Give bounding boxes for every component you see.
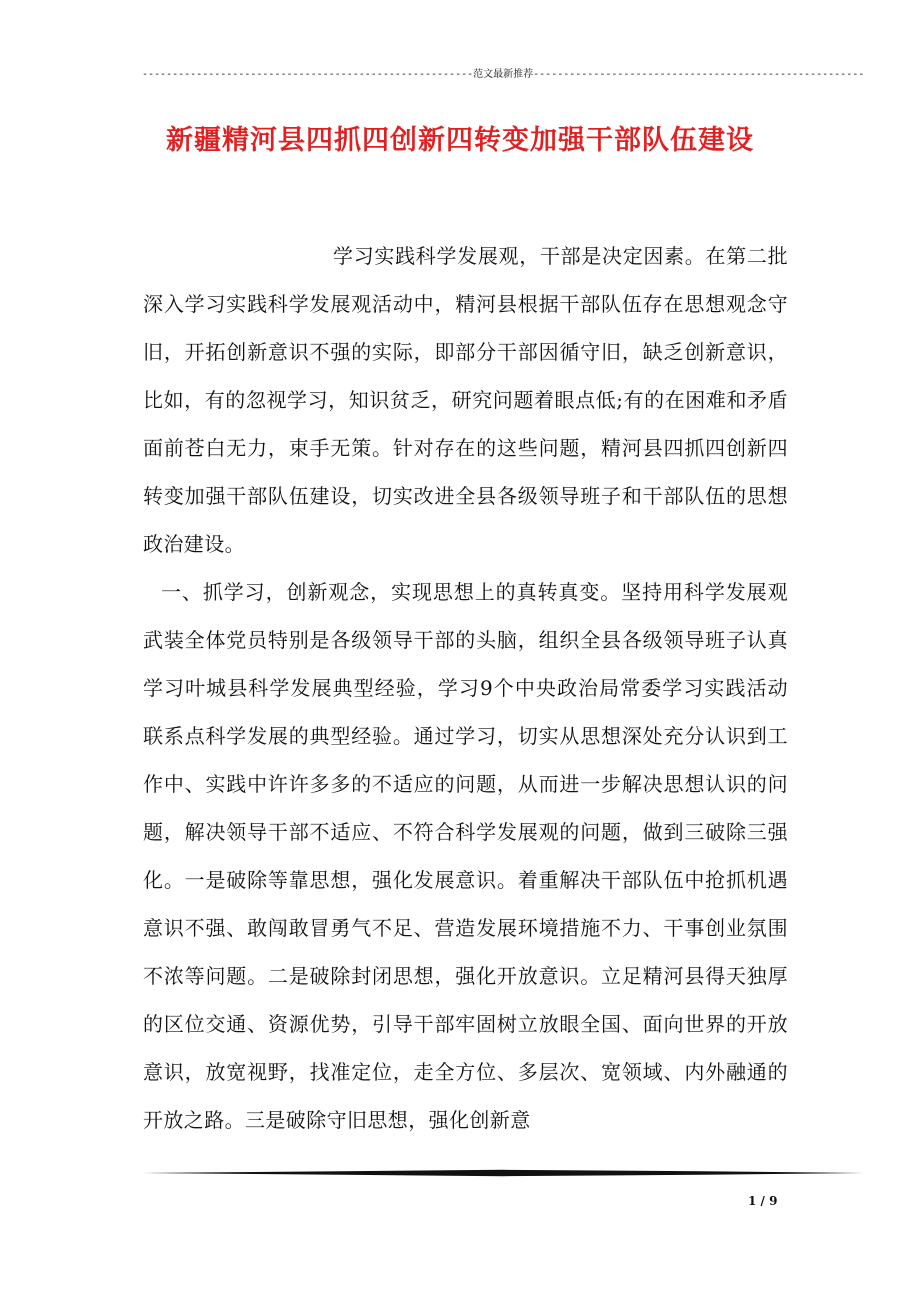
page-header-banner: -------------------------------------------------------范文最新推荐-------------------------------------------------------: [142, 69, 865, 80]
paragraph-section-1: 一、抓学习，创新观念，实现思想上的真转真变。坚持用科学发展观武装全体党员特别是各级领导干部的头脑，组织全县各级领导班子认真学习叶城县科学发展典型经验，学习9个中央政治局常委学习实践活动联系点科学发展的典型经验。通过学习，切实从思想深处充分认识到工作中、实践中许许多多的不适应的问题，从而进一步解决思想认识的问题，解决领导干部不适应、不符合科学发展观的问题，做到三破除三强化。一是破除等靠思想，强化发展意识。着重解决干部队伍中抢抓机遇意识不强、敢闯敢冒勇气不足、营造发展环境措施不力、干事创业氛围不浓等问题。二是破除封闭思想，强化开放意识。立足精河县得天独厚的区位交通、资源优势，引导干部牢固树立放眼全国、面向世界的开放意识，放宽视野，找准定位，走全方位、多层次、宽领域、内外融通的开放之路。三是破除守旧思想，强化创新意: [143, 580, 788, 1132]
document-title: 新疆精河县四抓四创新四转变加强干部队伍建设: [166, 125, 754, 156]
page-number: 1 / 9: [748, 1194, 778, 1208]
footer-divider: [142, 1169, 864, 1177]
document-body: [143, 232, 788, 1144]
paragraph-intro: 学习实践科学发展观，干部是决定因素。在第二批深入学习实践科学发展观活动中，精河县根据干部队伍存在思想观念守旧，开拓创新意识不强的实际，即部分干部因循守旧，缺乏创新意识，比如，有的忽视学习，知识贫乏，研究问题着眼点低;有的在困难和矛盾面前苍白无力，束手无策。针对存在的这些问题，精河县四抓四创新四转变加强干部队伍建设，切实改进全县各级领导班子和干部队伍的思想政治建设。: [143, 244, 788, 556]
